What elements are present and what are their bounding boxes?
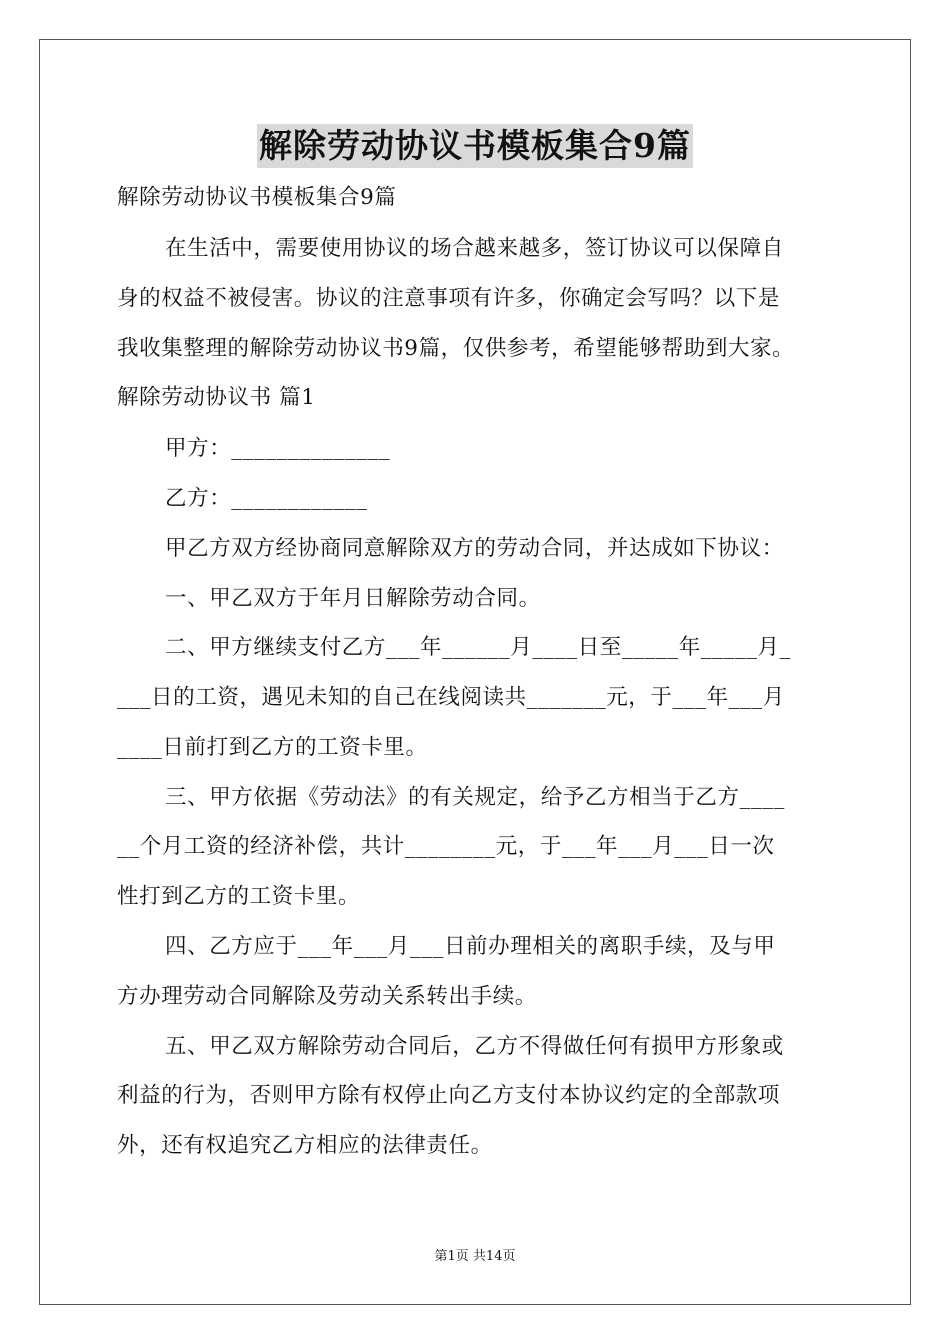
clause-line: 外，还有权追究乙方相应的法律责任。 (117, 1133, 493, 1158)
clause-line: ____日前打到乙方的工资卡里。 (117, 735, 428, 760)
clause-line: 五、甲乙双方解除劳动合同后，乙方不得做任何有损甲方形象或 (165, 1034, 784, 1059)
clause-line: 二、甲方继续支付乙方___年______月____日至_____年_____月_ (165, 635, 792, 660)
paragraph-line: 甲乙方双方经协商同意解除双方的劳动合同，并达成如下协议： (165, 536, 784, 561)
clause-line: 方办理劳动合同解除及劳动关系转出手续。 (117, 984, 537, 1009)
paragraph-line: 我收集整理的解除劳动协议书9篇，仅供参考，希望能够帮助到大家。 (117, 336, 795, 361)
clause-line: 三、甲方依据《劳动法》的有关规定，给予乙方相当于乙方____ (165, 785, 786, 810)
paragraph-line: 身的权益不被侵害。协议的注意事项有许多，你确定会写吗？以下是 (117, 286, 781, 311)
party-b-line: 乙方：____________ (165, 486, 368, 511)
clause-line: __个月工资的经济补偿，共计________元，于___年___月___日一次 (117, 834, 775, 859)
page-border (39, 39, 911, 1305)
title-container (0, 124, 950, 168)
page-footer: 第1页 共14页 (434, 1249, 516, 1264)
paragraph-line: 在生活中，需要使用协议的场合越来越多，签订协议可以保障自 (165, 236, 784, 261)
party-a-line: 甲方：______________ (165, 436, 391, 461)
section-heading: 解除劳动协议书 篇1 (117, 385, 316, 410)
clause-line: 性打到乙方的工资卡里。 (117, 884, 361, 909)
clause-line: 利益的行为，否则甲方除有权停止向乙方支付本协议约定的全部款项 (117, 1083, 781, 1108)
clause-line: ___日的工资，遇见未知的自己在线阅读共_______元，于___年___月 (117, 685, 785, 710)
document-title: 解除劳动协议书模板集合9篇 (257, 124, 693, 168)
clause-line: 四、乙方应于___年___月___日前办理相关的离职手续，及与甲 (165, 934, 776, 959)
subtitle-line: 解除劳动协议书模板集合9篇 (117, 185, 397, 210)
clause-line: 一、甲乙双方于年月日解除劳动合同。 (165, 586, 541, 611)
